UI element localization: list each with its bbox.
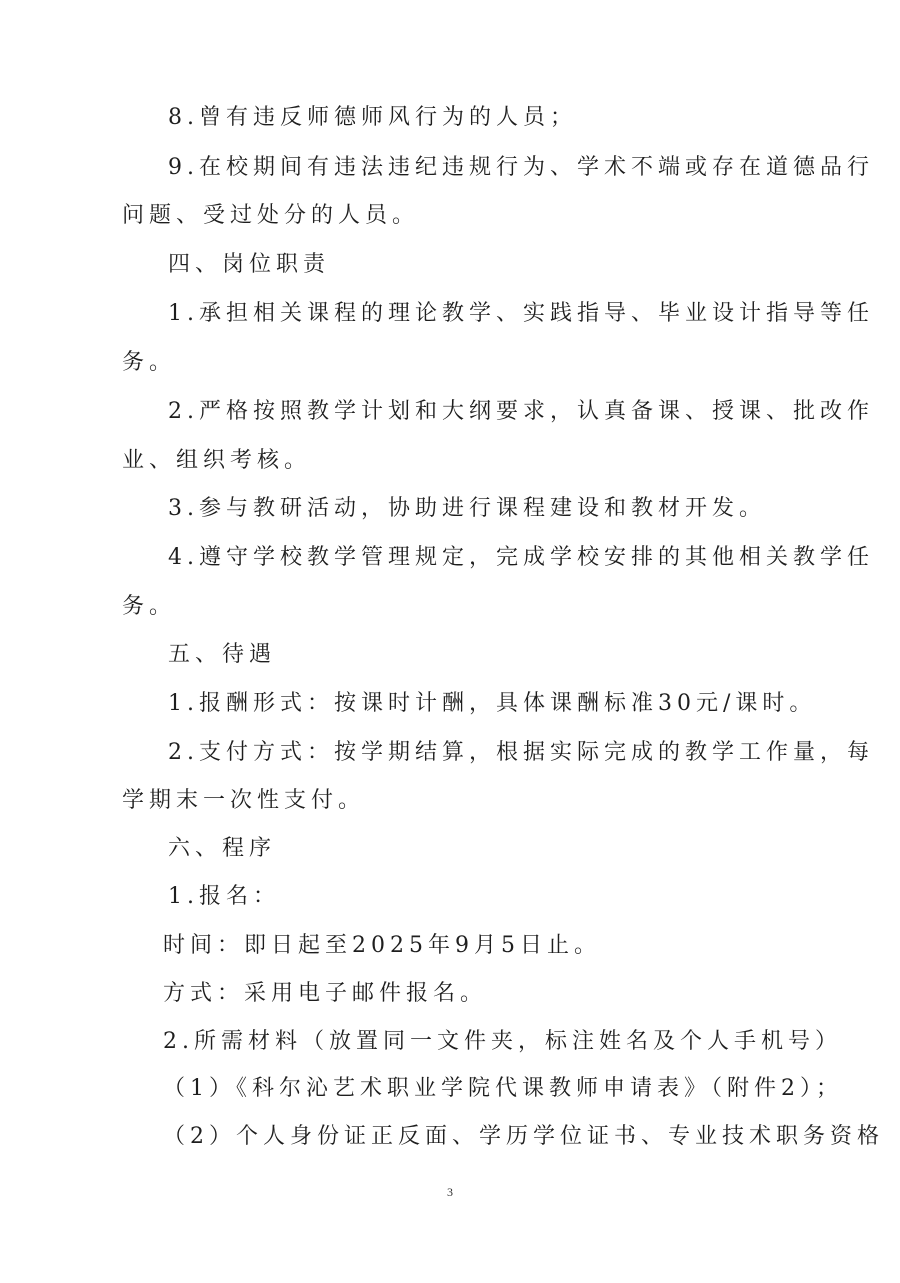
- material-1: （1）《科尔沁艺术职业学院代课教师申请表》（附件2）；: [163, 1076, 843, 1101]
- duty-4-continued: 务。: [122, 594, 177, 619]
- registration-method: 方式：采用电子邮件报名。: [163, 981, 488, 1006]
- material-2: （2）个人身份证正反面、学历学位证书、专业技术职务资格: [163, 1124, 884, 1149]
- duty-2-continued: 业、组织考核。: [122, 448, 312, 473]
- section-heading-procedure: 六、程序: [168, 836, 277, 861]
- duty-1-continued: 务。: [122, 350, 177, 375]
- duty-1: 1.承担相关课程的理论教学、实践指导、毕业设计指导等任: [168, 301, 874, 326]
- duty-2: 2.严格按照教学计划和大纲要求，认真备课、授课、批改作: [168, 399, 874, 424]
- compensation-2: 2.支付方式：按学期结算，根据实际完成的教学工作量，每: [168, 740, 874, 765]
- duty-3: 3.参与教研活动，协助进行课程建设和教材开发。: [168, 496, 766, 521]
- criterion-8: 8.曾有违反师德师风行为的人员；: [168, 105, 577, 130]
- procedure-registration: 1.报名：: [168, 884, 280, 909]
- compensation-2-continued: 学期末一次性支付。: [122, 788, 366, 813]
- section-heading-duties: 四、岗位职责: [168, 252, 331, 277]
- duty-4: 4.遵守学校教学管理规定，完成学校安排的其他相关教学任: [168, 545, 874, 570]
- criterion-9-continued: 问题、受过处分的人员。: [122, 203, 420, 228]
- procedure-materials: 2.所需材料（放置同一文件夹，标注姓名及个人手机号）: [163, 1029, 842, 1054]
- registration-time: 时间：即日起至2025年9月5日止。: [163, 933, 601, 958]
- page-number: 3: [447, 1185, 453, 1199]
- compensation-1: 1.报酬形式：按课时计酬，具体课酬标准30元/课时。: [168, 691, 817, 716]
- criterion-9: 9.在校期间有违法违纪违规行为、学术不端或存在道德品行: [168, 155, 874, 180]
- section-heading-compensation: 五、待遇: [168, 642, 277, 667]
